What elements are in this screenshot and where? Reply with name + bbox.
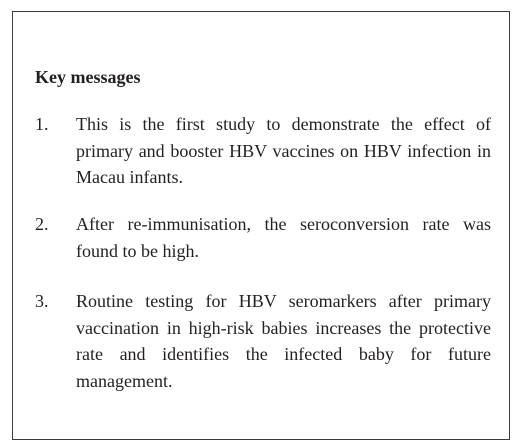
key-message-item	[35, 288, 491, 394]
item-text: This is the first study to demonstrate the effect of primary and booster HBV vaccines on HBV infection in Macau infants.	[76, 114, 491, 187]
item-number: 3.	[35, 291, 49, 311]
key-message-item	[35, 111, 491, 191]
key-messages-heading: Key messages	[35, 67, 141, 87]
item-text: Routine testing for HBV seromarkers after primary vaccination in high-risk babies increases the protective rate and identifies the infected baby for future management.	[76, 291, 491, 391]
key-messages-box	[12, 11, 510, 440]
key-message-item	[35, 211, 491, 264]
item-number: 2.	[35, 214, 49, 234]
item-text: After re-immunisation, the seroconversion rate was found to be high.	[76, 214, 491, 261]
item-number: 1.	[35, 114, 49, 134]
